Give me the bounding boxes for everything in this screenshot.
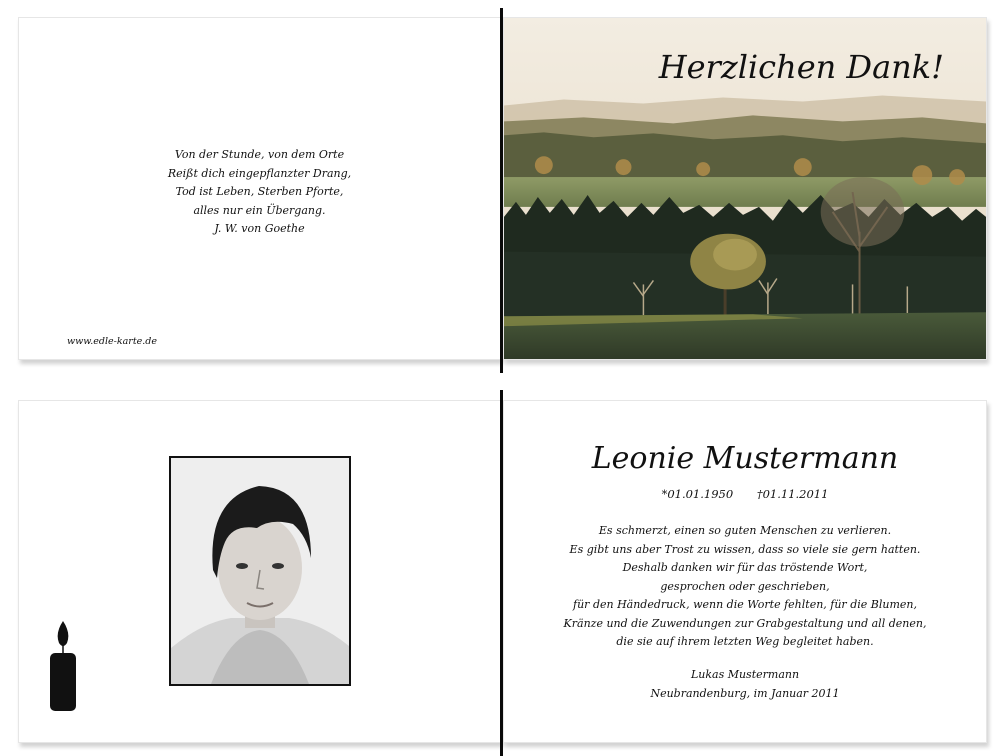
goethe-poem [19, 146, 500, 239]
signature-place-date: Neubrandenburg, im Januar 2011 [650, 686, 840, 700]
poem-line: Tod ist Leben, Sterben Pforte, [175, 185, 344, 198]
website-url: www.edle-karte.de [67, 336, 157, 347]
portrait-photo [169, 456, 351, 686]
fold-line-top [500, 8, 503, 373]
portrait-image [171, 458, 349, 684]
cover-card [503, 17, 987, 360]
poem-line: Von der Stunde, von dem Orte [174, 148, 345, 161]
poem-author: J. W. von Goethe [214, 222, 305, 235]
photo-card [18, 400, 501, 743]
poem-line: Reißt dich eingepflanzter Drang, [167, 166, 352, 180]
deceased-name: Leonie Mustermann [591, 441, 899, 476]
thank-you-text [504, 522, 986, 652]
verse-line: die sie auf ihrem letzten Weg begleitet haben. [616, 635, 874, 648]
poem-line: alles nur ein Übergang. [193, 203, 326, 217]
verse-line: Es gibt uns aber Trost zu wissen, dass so viele sie gern hatten. [569, 542, 921, 556]
death-date: †01.11.2011 [756, 487, 829, 501]
verse-line: Kränze und die Zuwendungen zur Grabgestaltung und all denen, [563, 616, 927, 630]
verse-line: Deshalb danken wir für das tröstende Wort, [622, 561, 868, 574]
text-card [503, 400, 987, 743]
cover-heading: Herzlichen Dank! [658, 48, 944, 86]
verse-line: für den Händedruck, wenn die Worte fehlten, für die Blumen, [573, 598, 917, 611]
candle-icon [47, 619, 79, 715]
fold-line-bottom [500, 390, 503, 756]
verse-line: Es schmerzt, einen so guten Menschen zu verlieren. [598, 524, 892, 537]
signature-block [504, 666, 986, 703]
inside-left-card [18, 17, 501, 360]
birth-date: *01.01.1950 [661, 487, 734, 501]
verse-line: gesprochen oder geschrieben, [660, 579, 830, 593]
life-dates [504, 487, 986, 501]
signature-name: Lukas Mustermann [690, 668, 800, 681]
